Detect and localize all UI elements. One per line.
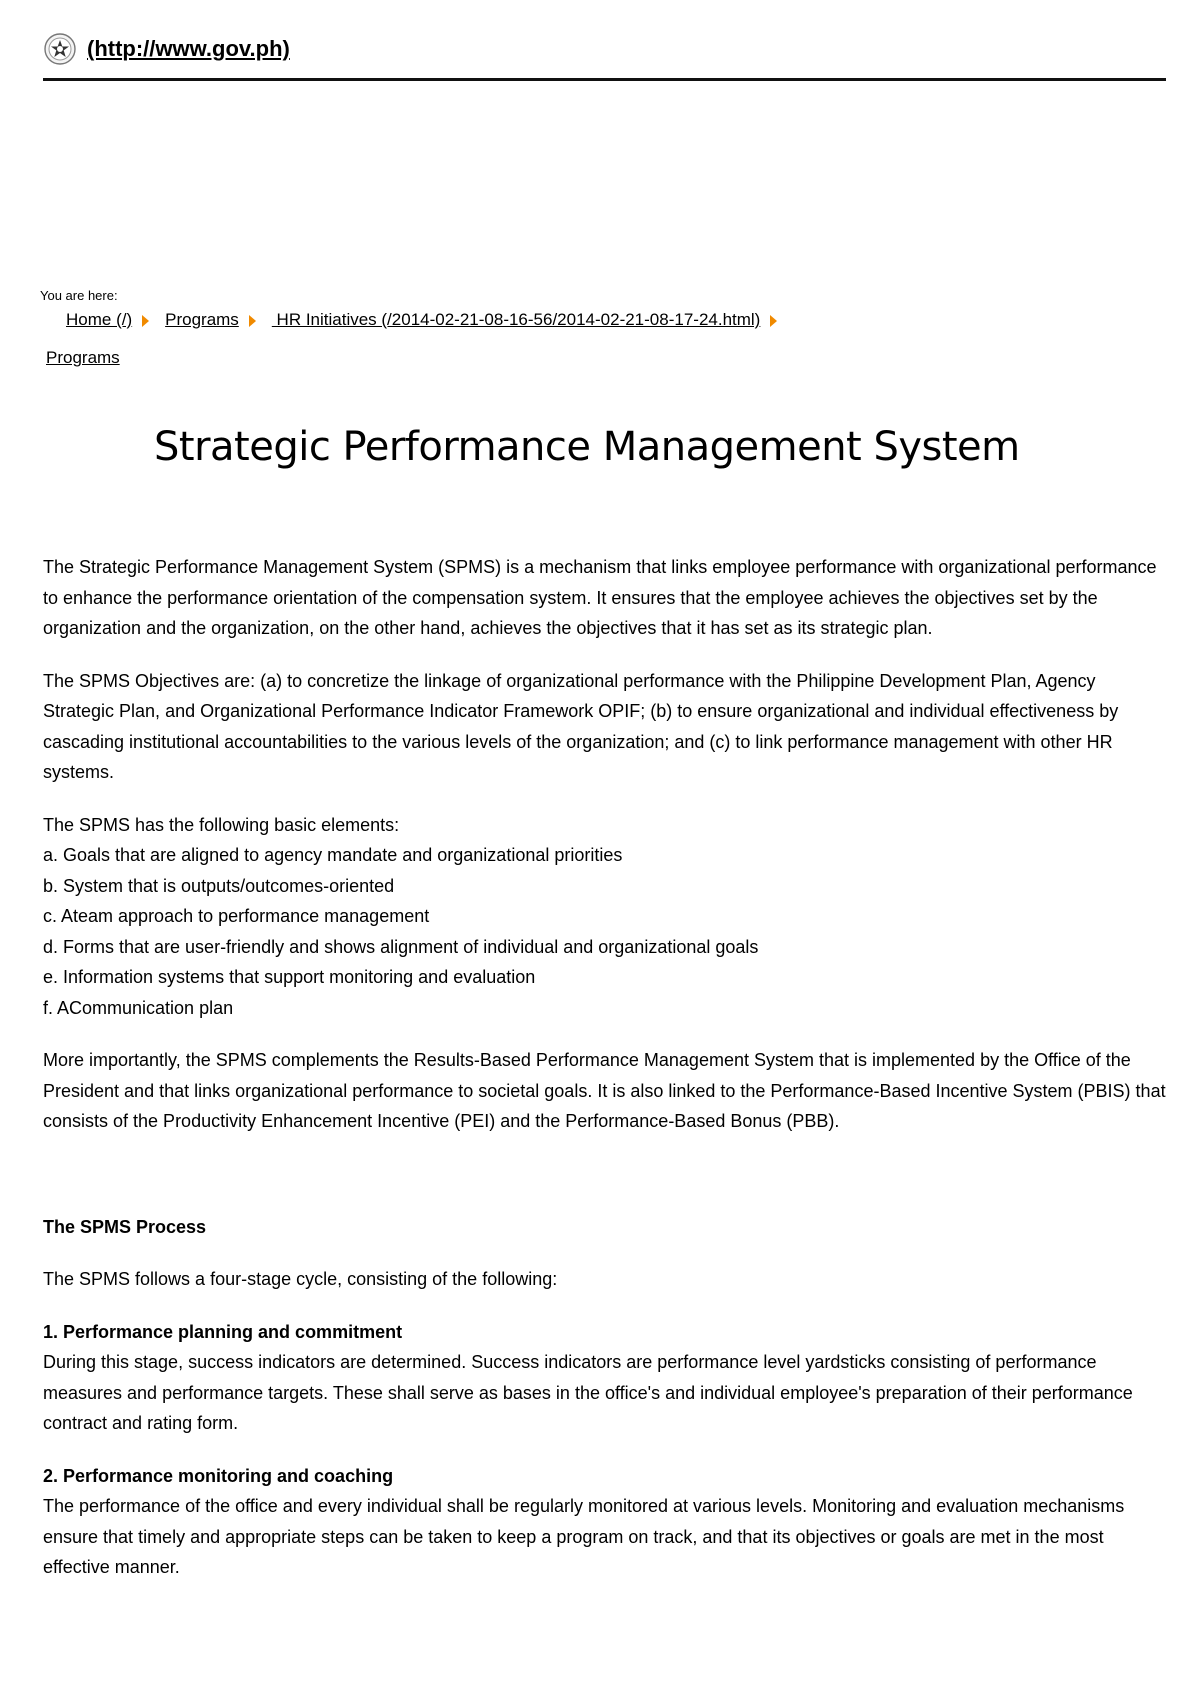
list-item: e. Information systems that support monitoring and evaluation [43, 967, 536, 987]
stage-1-text: During this stage, success indicators are determined. Success indicators are performance level yardsticks consisting of performance measures and performance targets. These shall serve as bases in the office's and individual employee's preparation of their performance contract and rating form. [43, 1352, 1133, 1433]
site-link[interactable]: (http://www.gov.ph) [87, 36, 290, 61]
breadcrumb [66, 310, 793, 330]
list-item: f. ACommunication plan [43, 997, 234, 1018]
stage-2-text: The performance of the office and every individual shall be regularly monitored at various levels. Monitoring and evaluation mechanisms ensure that timely and appropriate steps can be taken to keep a program on track, and that its objectives or goals are met in the most effective manner. [43, 1496, 1125, 1577]
philippine-seal-icon[interactable] [43, 32, 77, 68]
article-content [43, 552, 1167, 1605]
breadcrumb-current-link[interactable]: Programs [46, 348, 120, 367]
more-importantly-paragraph: More importantly, the SPMS complements the Results-Based Performance Management System that is implemented by the Office of the President and that links organizational performance to societal goals. It is also linked to the Performance-Based Incentive System (PBIS) that consists of the Productivity Enhancement Incentive (PEI) and the Performance-Based Bonus (PBB). [43, 1050, 1166, 1131]
stage-2 [43, 1461, 1167, 1583]
list-item: c. Ateam approach to performance management [43, 906, 430, 926]
breadcrumb-separator-icon [770, 315, 777, 327]
list-item: a. Goals that are aligned to agency mandate and organizational priorities [43, 845, 623, 865]
objectives-paragraph: The SPMS Objectives are: (a) to concretize the linkage of organizational performance with the Philippine Development Plan, Agency Strategic Plan, and Organizational Performance Indicator Framework OPIF; (b) to ensure organizational and individual effectiveness by cascading institutional accountabilities to the various levels of the organization; and (c) to link performance management with other HR systems. [43, 670, 1119, 782]
elements-list [43, 810, 1167, 1024]
stage-1 [43, 1317, 1167, 1439]
breadcrumb-home[interactable]: Home (/) [66, 310, 133, 329]
page-title: Strategic Performance Management System [154, 424, 1020, 470]
list-item: b. System that is outputs/outcomes-oriented [43, 875, 395, 896]
stage-1-title: 1. Performance planning and commitment [43, 1321, 403, 1342]
intro-paragraph: The Strategic Performance Management System (SPMS) is a mechanism that links employee performance with organizational performance to enhance the performance orientation of the compensation system. It ensures that the employee achieves the objectives set by the organization and the organization, on the other hand, achieves the objectives that it has set as its strategic plan. [43, 557, 1157, 638]
list-item: d. Forms that are user-friendly and shows alignment of individual and organizational goals [43, 936, 759, 957]
process-intro: The SPMS follows a four-stage cycle, consisting of the following: [43, 1269, 558, 1289]
breadcrumb-separator-icon [142, 315, 149, 327]
breadcrumb-programs[interactable]: Programs [165, 310, 239, 329]
breadcrumb-current [46, 348, 120, 368]
site-header [43, 30, 1166, 81]
you-are-here-label: You are here: [40, 288, 118, 303]
stage-2-title: 2. Performance monitoring and coaching [43, 1465, 394, 1486]
elements-intro: The SPMS has the following basic elements: [43, 814, 400, 835]
breadcrumb-separator-icon [249, 315, 256, 327]
process-heading: The SPMS Process [43, 1216, 207, 1237]
breadcrumb-hr-initiatives[interactable]: HR Initiatives (/2014-02-21-08-16-56/2014-02-21-08-17-24.html) [271, 310, 761, 329]
